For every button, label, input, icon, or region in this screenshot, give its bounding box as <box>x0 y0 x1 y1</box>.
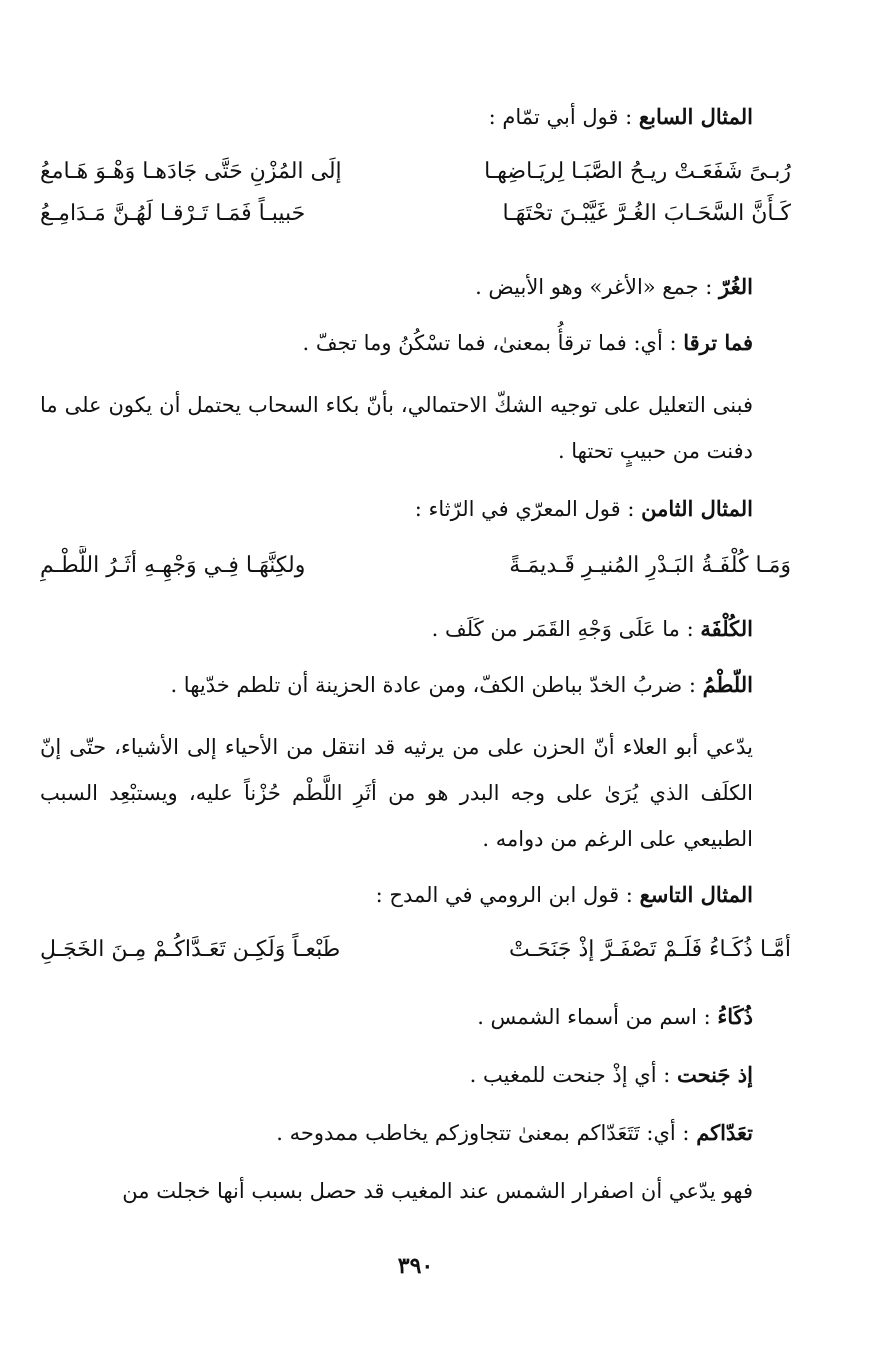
gloss-term: إذ جَنحت <box>677 1062 753 1087</box>
example-7-verse-2 <box>40 194 791 234</box>
example-8-heading-rest: : قول المعرّي في الرّثاء : <box>414 497 635 521</box>
gloss-text: : أي إذْ جنحت للمغيب . <box>469 1063 671 1087</box>
gloss-text: : ضربُ الخدّ بباطن الكفّ، ومن عادة الحزينة أن تلطم خدّيها . <box>170 673 696 697</box>
example-8-heading-term: المثال الثامن <box>641 496 753 521</box>
gloss-term: الغُرّ <box>719 274 753 299</box>
example-9-heading-rest: : قول ابن الرومي في المدح : <box>375 883 633 907</box>
example-8-verse <box>40 546 791 586</box>
gloss-text: : جمع «الأغر» وهو الأبيض . <box>475 275 713 299</box>
example-8-gloss-2 <box>40 662 791 708</box>
example-8-explanation: يدّعي أبو العلاء أنّ الحزن على من يرثيه قد انتقل من الأحياء إلى الأشياء، حتّى إنّ الكلَف الذي يُرَىٰ على وجه البدر هو من أثَرِ اللَّطْم حُزْناً عليه، ويستبْعِد السبب الطبيعي على الرغم من دوامه . <box>40 735 753 851</box>
example-9-gloss-1 <box>40 994 791 1040</box>
example-7-heading-term: المثال السابع <box>638 104 753 129</box>
verse-hemistich-first: كَـأَنَّ السَّحَـابَ الغُـرَّ غَيَّبْـنَ تحْتَهَـا <box>502 201 791 226</box>
gloss-term: الكُلْفَة <box>700 616 753 641</box>
verse-hemistich-second: ولكِنَّهَـا فِـي وَجْهِـهِ أثَـرُ اللَّطْـمِ <box>40 553 306 578</box>
page-number: ٣٩٠ <box>397 1253 434 1279</box>
verse-hemistich-second: طَبْعـاً وَلَكِـن تَعَـدَّاكُـمْ مِـنَ الخَجَـلِ <box>40 937 341 962</box>
gloss-term: تعَدّاكم <box>696 1120 753 1145</box>
example-9-gloss-2 <box>40 1052 791 1098</box>
example-9-heading-term: المثال التاسع <box>639 882 753 907</box>
example-7-heading-rest: : قول أبي تمّام : <box>488 105 633 129</box>
gloss-text: : ما عَلَى وَجْهِ القَمَر من كَلَف . <box>431 617 694 641</box>
verse-hemistich-first: وَمَـا كُلْفَـةُ البَـدْرِ المُنيـرِ قَـديمَـةً <box>509 553 791 578</box>
example-7-explanation: فبنى التعليل على توجيه الشكّ الاحتمالي، بأنّ بكاء السحاب يحتمل أن يكون على ما دفنت من حبيبٍ تحتها . <box>40 393 753 463</box>
gloss-term: ذُكَاءُ <box>717 1004 753 1029</box>
example-9-verse <box>40 930 791 970</box>
gloss-text: : اسم من أسماء الشمس . <box>477 1005 711 1029</box>
gloss-term: اللّطْمُ <box>702 672 753 697</box>
example-8-gloss-1 <box>40 606 791 652</box>
example-7-gloss-1 <box>40 264 791 310</box>
verse-hemistich-second: إلَى المُزْنِ حَتَّى جَادَهـا وَهْـوَ هَـامعُ <box>40 159 342 184</box>
example-7-heading <box>40 94 791 140</box>
gloss-text: : أي: تَتَعَدّاكم بمعنىٰ تتجاوزكم يخاطب ممدوحه . <box>276 1121 690 1145</box>
document-page <box>40 94 791 1369</box>
example-9-explanation: فهو يدّعي أن اصفرار الشمس عند المغيب قد حصل بسبب أنها خجلت من <box>122 1179 753 1203</box>
example-7-verse-1 <box>40 152 791 192</box>
gloss-term: فما ترقا <box>683 330 753 355</box>
verse-hemistich-second: حَبيبـاً فَمَـا تَـرْقـا لَهُـنَّ مَـدَامِـعُ <box>40 201 306 226</box>
verse-hemistich-first: أمَّـا ذُكَـاءُ فَلَـمْ تَصْفَـرَّ إذْ جَنَحَـتْ <box>509 937 791 962</box>
example-8-heading <box>40 486 791 532</box>
verse-hemistich-first: رُبـىً شَفَعَـتْ ريـحُ الصَّبَـا لِريَـاضِهـا <box>484 159 791 184</box>
example-9-gloss-3 <box>40 1110 791 1156</box>
gloss-text: : أي: فما ترقأُ بمعنىٰ، فما تسْكُنُ وما تجفّ . <box>302 331 677 355</box>
example-7-gloss-2 <box>40 320 791 366</box>
example-9-heading <box>40 872 791 918</box>
